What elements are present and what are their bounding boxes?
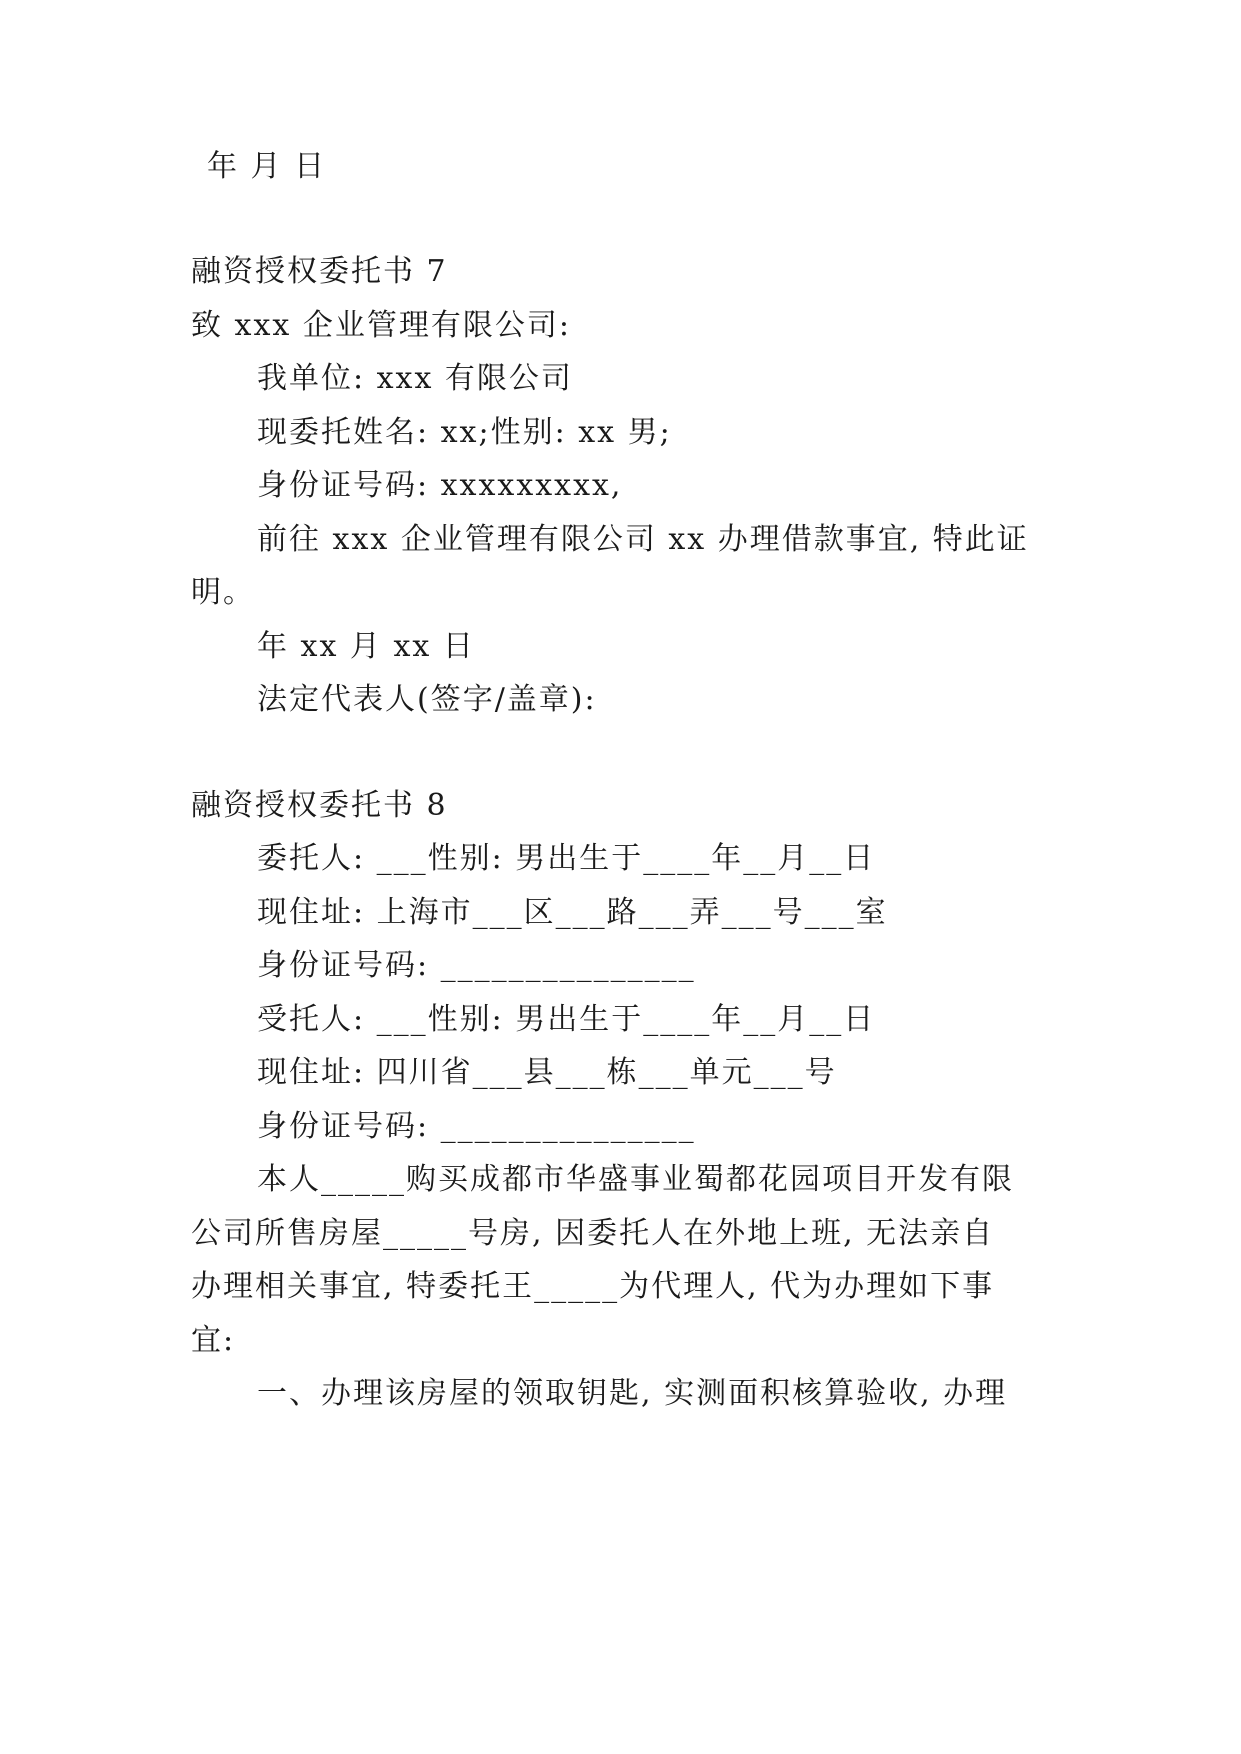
section-8-principal: 委托人: ___性别: 男出生于____年__月__日 — [257, 841, 876, 876]
section-7-unit: 我单位: xxx 有限公司 — [257, 361, 573, 396]
section-8-principal-id: 身份证号码: _______________ — [257, 948, 696, 983]
section-7-legal-representative: 法定代表人(签字/盖章): — [257, 682, 597, 717]
section-7-delegate: 现委托姓名: xx;性别: xx 男; — [257, 415, 672, 450]
section-7-purpose-line-2: 明。 — [191, 575, 255, 610]
section-8-principal-address: 现住址: 上海市___区___路___弄___号___室 — [257, 895, 888, 930]
section-8-body-line-1: 本人_____购买成都市华盛事业蜀都花园项目开发有限 — [257, 1162, 1014, 1197]
section-8-agent: 受托人: ___性别: 男出生于____年__月__日 — [257, 1002, 876, 1037]
section-7-title: 融资授权委托书 7 — [191, 254, 448, 289]
section-7-purpose-line-1: 前往 xxx 企业管理有限公司 xx 办理借款事宜, 特此证 — [257, 522, 1029, 557]
section-8-title: 融资授权委托书 8 — [191, 788, 448, 823]
section-8-body-line-4: 宜: — [191, 1323, 236, 1358]
section-8-agent-id: 身份证号码: _______________ — [257, 1109, 696, 1144]
date-line-top: 年 月 日 — [207, 149, 327, 184]
section-7-addressee: 致 xxx 企业管理有限公司: — [191, 308, 571, 343]
section-8-body-line-3: 办理相关事宜, 特委托王_____为代理人, 代为办理如下事 — [191, 1269, 995, 1304]
section-7-date: 年 xx 月 xx 日 — [257, 629, 475, 664]
section-8-item-1: 一、办理该房屋的领取钥匙, 实测面积核算验收, 办理 — [257, 1376, 1008, 1411]
section-7-id-number: 身份证号码: xxxxxxxxx, — [257, 468, 623, 503]
section-8-agent-address: 现住址: 四川省___县___栋___单元___号 — [257, 1055, 837, 1090]
section-8-body-line-2: 公司所售房屋_____号房, 因委托人在外地上班, 无法亲自 — [191, 1216, 995, 1251]
